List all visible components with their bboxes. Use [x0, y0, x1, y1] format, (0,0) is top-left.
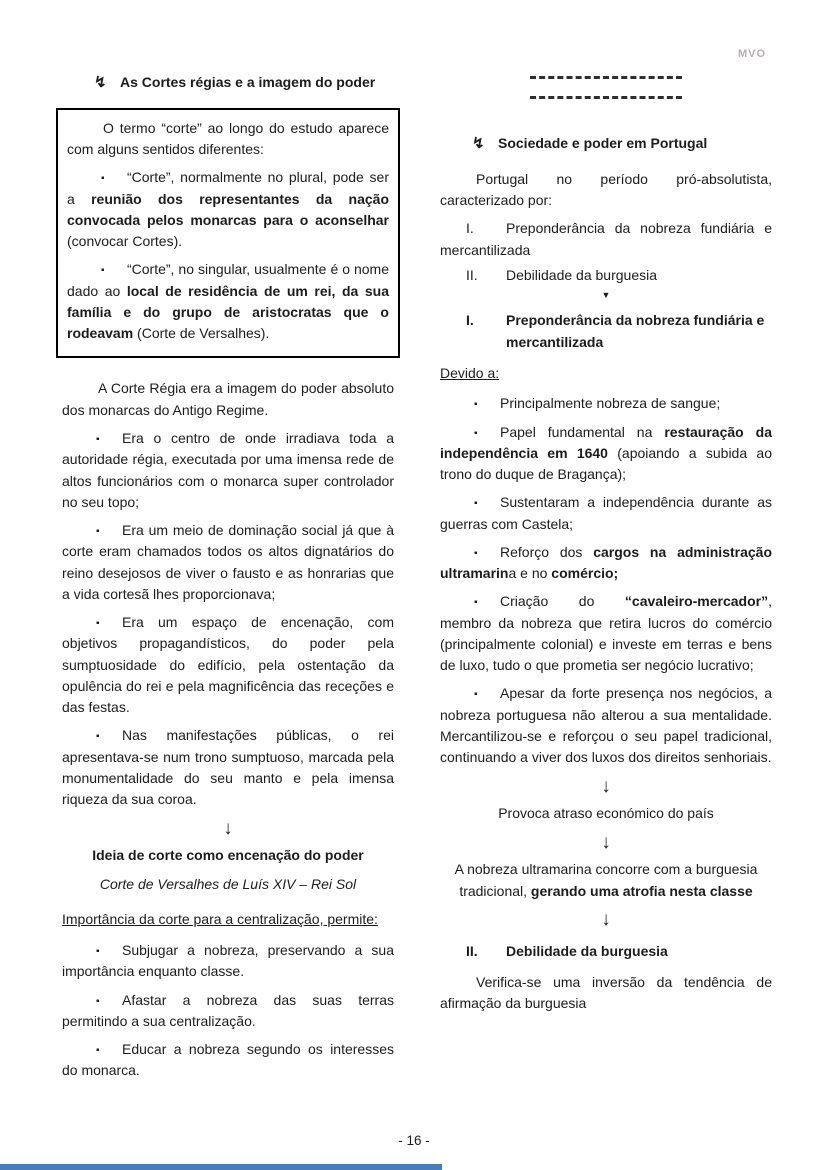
text-run: As Cortes régias e a imagem do poder — [120, 74, 376, 90]
text-run: Debilidade da burguesia — [506, 266, 657, 283]
numbered-heading-text — [506, 941, 772, 962]
text-run: Principalmente nobreza de sangue; — [500, 395, 721, 412]
text-run: Corte de Versalhes de Luís XIV – Rei Sol — [99, 875, 357, 892]
paragraph — [62, 378, 394, 421]
text-run: Era o centro de onde irradiava toda a autoridade régia, executada por uma imensa rede de altos funcionários com o monarca super controlador no seu topo; — [62, 429, 394, 510]
centered-statement — [440, 803, 772, 824]
bullet-square-icon: ▪ — [474, 689, 478, 701]
text-run: “Corte”, no singular, usualmente é o nome dado ao — [67, 261, 389, 299]
centered-statement — [62, 874, 394, 895]
text-run: Ideia de corte como encenação do poder — [92, 847, 364, 864]
bullet-item — [62, 940, 394, 983]
text-run: reunião dos representantes da nação convocada pelos monarcas para o aconselhar — [67, 190, 389, 228]
text-run: Sustentaram a independência durante as guerras com Castela; — [440, 494, 772, 532]
text-run: Preponderância da nobreza fundiária e mercantilizada — [506, 312, 765, 350]
arrow-glyph: ▼ — [601, 290, 611, 301]
watermark: MVO — [737, 48, 766, 60]
numbered-heading — [440, 941, 772, 962]
bullet-item — [440, 683, 772, 768]
text-run: Subjugar a nobreza, preservando a sua importância enquanto classe. — [62, 942, 394, 980]
bullet-square-icon: ▪ — [474, 498, 478, 510]
numbered-item — [440, 265, 772, 286]
text-run: O termo “corte” ao longo do estudo aparece com alguns sentidos diferentes: — [67, 119, 389, 158]
bullet-square-icon: ▪ — [474, 399, 478, 411]
item-number: II. — [466, 942, 478, 959]
bullet-item — [62, 1039, 394, 1082]
text-run: Importância da corte para a centralização, permite: — [62, 910, 378, 927]
text-run: Preponderância da nobreza fundiária e mercantilizada — [440, 220, 772, 258]
arrow-glyph: ↓ — [223, 817, 233, 839]
numbered-heading-text — [506, 310, 772, 353]
text-run: gerando uma atrofia nesta classe — [530, 882, 753, 899]
text-run: A nobreza ultramarina concorre com a burguesia tradicional, — [454, 861, 758, 899]
down-arrow-icon — [440, 776, 772, 798]
text-run: (apoiando a subida ao trono do duque de Bragança); — [440, 444, 772, 483]
bullet-item — [67, 259, 389, 344]
bullet-item — [62, 725, 394, 810]
text-run: “Corte”, normalmente no plural, pode ser a — [67, 169, 389, 207]
bullet-square-icon: ▪ — [101, 173, 105, 185]
numbered-item — [440, 218, 772, 261]
text-run: Apesar da forte presença nos negócios, a nobreza portuguesa não alterou a sua mentalidade. Mercantilizou-se e reforçou o seu papel tradicional, continuando a viver dos luxos dos direitos senhoriais. — [440, 685, 772, 766]
bullet-item — [440, 542, 772, 585]
text-run: Nas manifestações públicas, o rei apresentava-se num trono sumptuoso, marcada pela monumentalidade do seu manto e pela imensa riqueza da sua coroa. — [62, 727, 394, 808]
text-run: , membro da nobreza que retira lucros do comércio (principalmente colonial) e investe em terras e bens de luxo, tudo o que prometia ser negócio lucrativo; — [440, 593, 772, 674]
text-run: Afastar a nobreza das suas terras permitindo a sua centralização. — [62, 991, 394, 1029]
bullet-square-icon: ▪ — [96, 995, 100, 1007]
definition-box — [56, 108, 400, 359]
bottom-page-edge — [0, 1164, 442, 1170]
text-run: comércio; — [551, 565, 619, 582]
down-arrow-icon — [440, 909, 772, 931]
arrow-glyph: ↓ — [601, 775, 611, 797]
text-run: Provoca atraso económico do país — [498, 805, 714, 822]
bullet-square-icon: ▪ — [474, 427, 478, 439]
bullet-item — [62, 520, 394, 605]
text-run: “cavaleiro-mercador” — [624, 593, 769, 610]
bullet-square-icon: ▪ — [96, 618, 100, 630]
bullet-square-icon: ▪ — [474, 547, 478, 559]
paragraph — [440, 972, 772, 1015]
text-run: local de residência de um rei, da sua família e do grupo de aristocratas que o rodeavam — [67, 282, 390, 342]
text-run: (Corte de Versalhes). — [133, 325, 270, 342]
dashed-line — [530, 96, 682, 99]
bullet-square-icon: ▪ — [474, 597, 478, 609]
section-heading — [440, 133, 772, 156]
bullet-square-icon: ▪ — [96, 731, 100, 743]
bullet-item — [67, 167, 389, 252]
text-run: Portugal no período pró-absolutista, caracterizado por: — [440, 170, 772, 209]
bullet-square-icon: ▪ — [96, 526, 100, 538]
left-column — [62, 72, 394, 1089]
paragraph — [440, 169, 772, 212]
paragraph — [62, 909, 394, 930]
text-run: Era um meio de dominação social já que à corte eram chamados todos os altos dignatários do reino desejosos de viver o fausto e as honrarias que a vida cortesã lhes proporcionava; — [62, 522, 394, 602]
bullet-square-icon: ▪ — [96, 946, 100, 958]
section-heading — [62, 72, 394, 95]
text-run: cargos na administração ultramarin — [440, 543, 773, 582]
item-number: I. — [466, 220, 474, 237]
columns — [62, 72, 772, 1089]
bullet-square-icon: ▪ — [96, 433, 100, 445]
text-run: A Corte Régia era a imagem do poder absoluto dos monarcas do Antigo Regime. — [62, 380, 394, 418]
bullet-square-icon: ▪ — [96, 1045, 100, 1057]
section-marker-icon: ↯ — [472, 135, 485, 152]
bullet-item — [62, 612, 394, 718]
text-run: Era um espaço de encenação, com objetivos propagandísticos, do poder pela sumptuosidade do edifício, pela ostentação da opulência do rei e pela magnificência das receções e das festas. — [62, 614, 394, 716]
text-run: Devido a: — [440, 365, 500, 381]
bullet-item — [440, 591, 772, 676]
arrow-glyph: ↓ — [601, 909, 611, 930]
arrow-glyph: ↓ — [601, 831, 611, 853]
text-run: (convocar Cortes). — [67, 233, 183, 250]
page-number: - 16 - — [398, 1133, 430, 1148]
text-run: a e no — [508, 565, 552, 582]
item-number: II. — [466, 266, 478, 283]
bullet-item — [440, 492, 772, 535]
down-arrow-icon — [62, 818, 394, 840]
small-down-triangle-icon — [440, 290, 772, 300]
text-run: Sociedade e poder em Portugal — [498, 135, 708, 151]
text-run: Criação do — [500, 593, 625, 610]
text-run: Verifica-se uma inversão da tendência de afirmação da burguesia — [440, 974, 772, 1012]
dashed-line — [530, 76, 682, 79]
text-run: Papel fundamental na — [500, 423, 665, 440]
text-run: Debilidade da burguesia — [506, 942, 668, 959]
paragraph — [67, 118, 389, 161]
paragraph — [440, 363, 772, 384]
text-run: Educar a nobreza segundo os interesses do monarca. — [62, 1041, 394, 1079]
down-arrow-icon — [440, 832, 772, 854]
text-run: restauração da independência em 1640 — [440, 423, 773, 461]
bullet-item — [62, 428, 394, 513]
bullet-item — [62, 990, 394, 1033]
text-run: Reforço dos — [500, 543, 594, 560]
centered-statement — [62, 845, 394, 866]
item-number: I. — [466, 312, 474, 329]
numbered-heading — [440, 310, 772, 353]
right-column — [440, 72, 772, 1089]
dashed-title-lines — [440, 76, 772, 99]
bullet-square-icon: ▪ — [101, 265, 105, 277]
bullet-item — [440, 393, 772, 414]
section-marker-icon: ↯ — [94, 74, 107, 91]
bullet-item — [440, 422, 772, 486]
centered-statement — [440, 859, 772, 902]
